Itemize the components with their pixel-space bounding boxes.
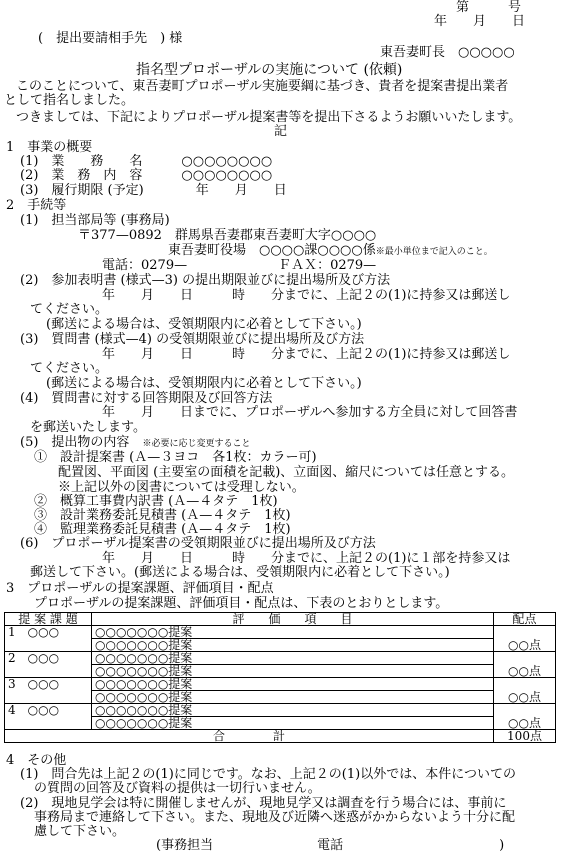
intro-line-1: このことについて、東吾妻町プロポーザル実施要綱に基づき、貴者を提案書提出業者 [16, 79, 509, 94]
table-row [5, 626, 556, 639]
row-points: ○○点 [494, 626, 556, 652]
row-topic: 2 ○○○ [5, 652, 92, 678]
section-2-heading: 2 手続等 [6, 198, 67, 213]
header-items: 評 価 項 目 [92, 613, 494, 626]
section-1-item-3: (3) 履行期限 (予定) 年 月 日 [20, 183, 287, 198]
section-1-item-2: (2) 業 務 内 容 ○○○○○○○○ [20, 168, 273, 183]
document-number: 第 号 [456, 0, 522, 15]
section-1-item-1: (1) 業 務 名 ○○○○○○○○ [20, 154, 273, 169]
ki-heading: 記 [274, 124, 288, 139]
sender: 東吾妻町長 ○○○○○ [380, 45, 515, 60]
section-2-3-line-1: 年 月 日 時 分までに、上記２の(1)に持参又は郵送し [102, 347, 511, 362]
table-row [5, 704, 556, 717]
section-2-5-item-4: ④ 監理業務委託見積書 (Ａ—４タテ 1枚) [34, 522, 291, 537]
section-2-1-title: (1) 担当部局等 (事務局) [20, 213, 170, 228]
section-2-2-line-3: (郵送による場合は、受領期限内に必着として下さい。) [46, 317, 362, 332]
row-topic: 4 ○○○ [5, 704, 92, 730]
addressee: ( 提出要請相手先 ) 様 [38, 31, 183, 46]
header-topic: 提 案 課 題 [5, 613, 92, 626]
section-2-5-item-2: ② 概算工事費内訳書 (Ａ—４タテ 1枚) [34, 494, 278, 509]
section-2-4-line-2: を郵送いたします。 [30, 420, 146, 435]
proposal-table [4, 612, 556, 743]
section-3-description: プロポーザルの提案課題、評価項目・配点は、下表のとおりとします。 [34, 596, 449, 611]
section-2-1-address: 〒377—0892 群馬県吾妻郡東吾妻町大字○○○○ [78, 228, 377, 243]
intro-line-3: つきましては、下記によりプロポーザル提案書等を提出下さるようお願いいたします。 [16, 110, 522, 125]
table-header-row [5, 613, 556, 626]
table-row [5, 678, 556, 691]
total-points: 100点 [494, 730, 556, 743]
table-row [5, 652, 556, 665]
row-item: ○○○○○○○提案 [92, 691, 494, 704]
office-note: ※最小単位まで記入のこと。 [375, 247, 493, 257]
header-points: 配点 [494, 613, 556, 626]
row-points: ○○点 [494, 652, 556, 678]
row-points: ○○点 [494, 704, 556, 730]
row-points: ○○点 [494, 678, 556, 704]
row-item: ○○○○○○○提案 [92, 652, 494, 665]
section-2-5-note: ※必要に応じ変更すること [142, 439, 251, 449]
table-total-row [5, 730, 556, 743]
section-2-3-title: (3) 質問書 (様式—4) の受領期限並びに提出場所及び方法 [20, 332, 365, 347]
total-label: 合 計 [5, 730, 494, 743]
section-2-3-line-2: てください。 [30, 361, 109, 376]
section-2-2-line-1: 年 月 日 時 分までに、上記２の(1)に持参又は郵送し [102, 288, 511, 303]
section-2-6-line-2: 郵送して下さい。(郵送による場合は、受領期限内に必着として下さい。) [30, 565, 450, 580]
row-topic: 3 ○○○ [5, 678, 92, 704]
section-2-5-title [20, 436, 250, 451]
section-2-4-line-1: 年 月 日までに、プロポーザルへ参加する方全員に対して回答書 [102, 405, 518, 420]
office-name: 東吾妻町役場 ○○○○課○○○○係 [168, 243, 376, 258]
section-2-5-item-1b: 配置図、平面図 (主要室の面積を記載)、立面図、縮尺については任意とする。 [58, 465, 515, 480]
section-4-2-line-1: (2) 現地見学会は特に開催しませんが、現地見学又は調査を行う場合には、事前に [20, 796, 507, 811]
section-2-2-title: (2) 参加表明書 (様式—3) の提出期限並びに提出場所及び方法 [20, 273, 391, 288]
row-item: ○○○○○○○提案 [92, 704, 494, 717]
document-date: 年 月 日 [434, 14, 526, 29]
section-2-5-item-1: ① 設計提案書 (Ａ—３ヨコ 各1枚：カラー可) [34, 450, 317, 465]
section-2-5-item-1c: ※上記以外の図書については受理しない。 [58, 480, 305, 495]
section-1-heading: 1 事業の概要 [6, 140, 93, 155]
document-title: 指名型プロポーザルの実施について (依頼) [136, 62, 403, 78]
section-4-heading: 4 その他 [6, 753, 67, 768]
section-2-1-office [168, 244, 493, 259]
section-2-5-label: (5) 提出物の内容 [20, 435, 130, 450]
row-item: ○○○○○○○提案 [92, 717, 494, 730]
section-2-6-title: (6) プロポーザル提案書の受領期限並びに提出場所及び方法 [20, 536, 376, 551]
section-2-1-tel: 電話：0279— ＦＡＸ：0279— [102, 258, 377, 273]
section-4-1-line-2: の質問の回答及び資料の提供は一切行いません。 [34, 781, 321, 796]
section-2-2-line-2: てください。 [30, 302, 109, 317]
section-4-2-line-3: 慮して下さい。 [34, 824, 126, 839]
section-4-2-line-2: 事務局まで連絡して下さい。また、現地及び近隣へ迷惑がかからないよう十分に配 [34, 810, 516, 825]
row-item: ○○○○○○○提案 [92, 678, 494, 691]
section-4-1-line-1: (1) 問合先は上記２の(1)に同じです。なお、上記２の(1)以外では、本件についての [20, 767, 516, 782]
row-item: ○○○○○○○提案 [92, 639, 494, 652]
row-item: ○○○○○○○提案 [92, 626, 494, 639]
section-2-4-title: (4) 質問書に対する回答期限及び回答方法 [20, 391, 273, 406]
section-3-heading: 3 プロポーザルの提案課題、評価項目・配点 [6, 581, 274, 596]
section-2-6-line-1: 年 月 日 時 分までに、上記２の(1)に１部を持参又は [102, 551, 511, 566]
row-item: ○○○○○○○提案 [92, 665, 494, 678]
contact-line: (事務担当 電話 ) [156, 838, 505, 853]
section-2-5-item-3: ③ 設計業務委託見積書 (Ａ—４タテ 1枚) [34, 508, 291, 523]
intro-line-2: として指名しました。 [4, 93, 135, 108]
row-topic: 1 ○○○ [5, 626, 92, 652]
section-2-3-line-3: (郵送による場合は、受領期限内に必着として下さい。) [46, 376, 362, 391]
